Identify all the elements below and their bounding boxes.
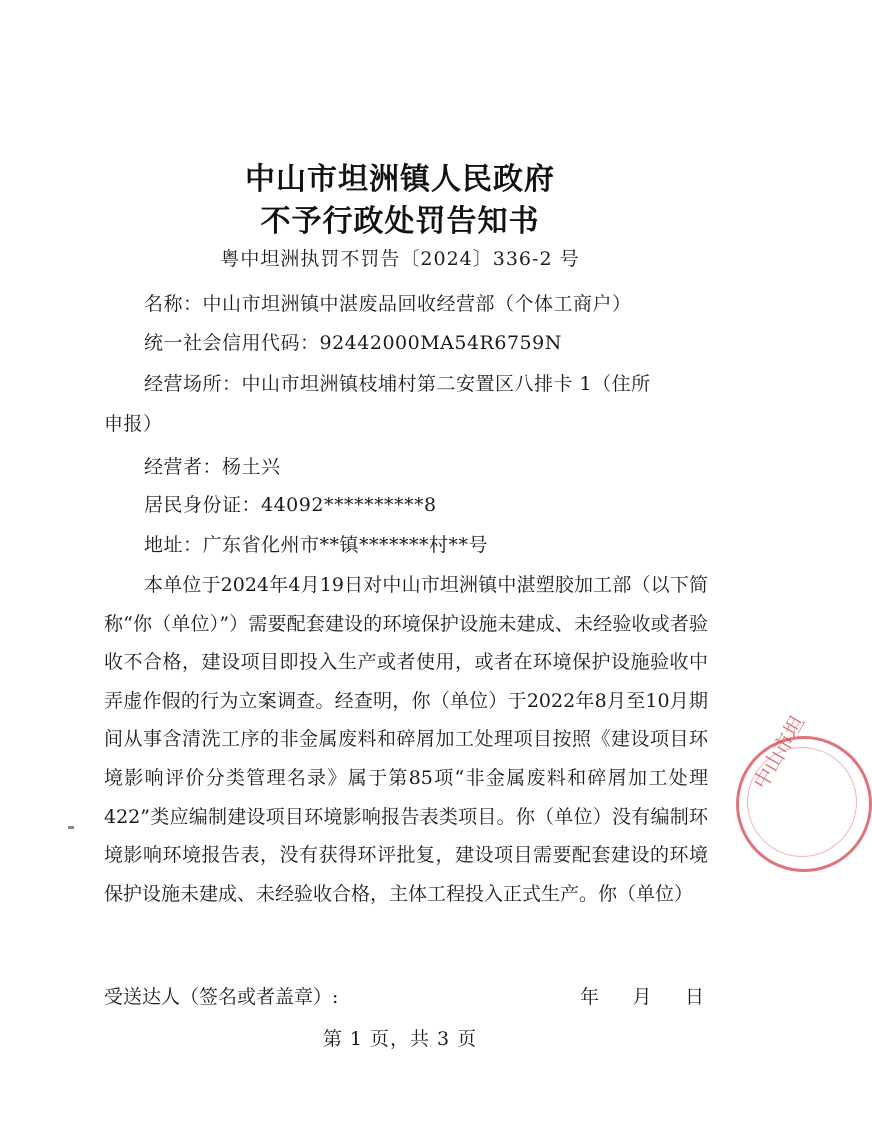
document-title-line-1: 中山市坦洲镇人民政府 (245, 162, 555, 197)
credit-code-field: 统一社会信用代码：92442000MA54R6759N (144, 332, 562, 354)
receiver-signature-label: 受送达人（签名或者盖章）: (104, 986, 339, 1008)
date-labels (580, 982, 704, 1009)
official-seal-stamp (736, 711, 872, 872)
operator-field: 经营者：杨土兴 (144, 456, 281, 478)
name-field: 名称：中山市坦洲镇中湛废品回收经营部（个体工商户） (144, 293, 632, 315)
premises-field-continued: 申报） (104, 413, 163, 435)
body-paragraph: 本单位于2024年4月19日对中山市坦洲镇中湛塑胶加工部（以下简称“你（单位）”）需要配套建设的环境保护设施未建成、未经验收或者验收不合格，建设项目即投入生产或者使用，或者在环境保护设施验收中弄虚作假的行为立案调查。经查明，你（单位）于2022年8月至10月期间从事含清洗工序的非金属废料和碎屑加工处理项目按照《建设项目环境影响评价分类管理名录》属于第85项“非金属废料和碎屑加工处理422”类应编制建设项目环境影响报告表类项目。你（单位）没有编制环境影响环境报告表，没有获得环评批复，建设项目需要配套建设的环境保护设施未建成、未经验收合格，主体工程投入正式生产。你（单位） (104, 574, 708, 905)
address-field: 地址：广东省化州市**镇*******村**号 (144, 534, 489, 556)
document-title-line-2: 不予行政处罚告知书 (260, 204, 540, 239)
premises-field: 经营场所：中山市坦洲镇枝埔村第二安置区八排卡 1（住所 (144, 373, 651, 395)
stamp-text: 中山市坦 (748, 711, 810, 793)
id-card-field: 居民身份证：44092**********8 (144, 494, 437, 516)
month-label: 月 (632, 986, 652, 1008)
year-label: 年 (580, 986, 600, 1008)
page-number: 第 1 页，共 3 页 (322, 1028, 478, 1050)
document-number: 粤中坦洲执罚不罚告〔2024〕336-2 号 (220, 248, 580, 270)
scan-speck (68, 826, 74, 829)
day-label: 日 (684, 986, 704, 1008)
